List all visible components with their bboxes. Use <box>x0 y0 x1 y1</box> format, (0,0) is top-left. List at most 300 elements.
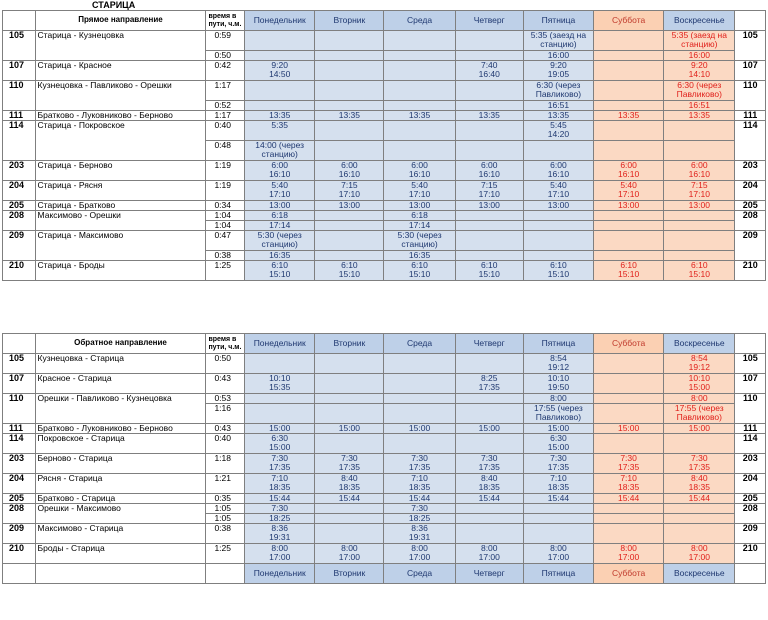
header-blank <box>3 334 36 354</box>
departure-time: 8:54 19:12 <box>664 354 735 374</box>
travel-time: 1:05 <box>206 504 245 514</box>
departure-time: 8:00 17:00 <box>594 544 664 564</box>
departure-time: 7:15 17:10 <box>664 181 735 201</box>
departure-time: 8:00 17:00 <box>315 544 384 564</box>
route-name: Братково - Луковниково - Берново <box>35 424 206 434</box>
header-blank <box>3 564 36 584</box>
direction-heading <box>35 564 206 584</box>
departure-time <box>664 434 735 454</box>
departure-time <box>455 354 523 374</box>
departure-time <box>315 81 384 101</box>
departure-time: 15:44 <box>315 494 384 504</box>
travel-time: 1:05 <box>206 514 245 524</box>
departure-time <box>455 251 523 261</box>
route-name: Максимово - Старица <box>35 524 206 544</box>
travel-time: 1:25 <box>206 261 245 281</box>
departure-time <box>594 31 664 51</box>
departure-time <box>594 434 664 454</box>
departure-time: 7:30 17:35 <box>594 454 664 474</box>
departure-time: 13:00 <box>315 201 384 211</box>
departure-time: 10:10 19:50 <box>523 374 593 394</box>
departure-time: 7:30 17:35 <box>455 454 523 474</box>
route-209-row <box>3 524 766 544</box>
route-name: Старица - Покровское <box>35 121 206 161</box>
route-number: 107 <box>3 61 36 81</box>
route-name: Берново - Старица <box>35 454 206 474</box>
route-number: 110 <box>3 81 36 111</box>
departure-time: 6:10 15:10 <box>384 261 455 281</box>
departure-time <box>455 81 523 101</box>
route-number-right: 210 <box>735 261 766 281</box>
departure-time <box>245 101 315 111</box>
departure-time: 8:00 17:00 <box>664 544 735 564</box>
departure-time <box>455 524 523 544</box>
route-number-right: 105 <box>735 354 766 374</box>
day-header-4: Четверг <box>455 564 523 584</box>
departure-time <box>664 231 735 251</box>
departure-time: 8:00 17:00 <box>455 544 523 564</box>
departure-time: 6:18 <box>245 211 315 221</box>
departure-time: 6:00 16:10 <box>594 161 664 181</box>
departure-time: 16:35 <box>384 251 455 261</box>
departure-time: 13:35 <box>594 111 664 121</box>
departure-time: 5:45 14:20 <box>523 121 593 141</box>
departure-time <box>315 504 384 514</box>
departure-time <box>384 404 455 424</box>
departure-time: 10:10 15:00 <box>664 374 735 394</box>
departure-time <box>315 121 384 141</box>
departure-time: 16:51 <box>523 101 593 111</box>
departure-time: 6:00 16:10 <box>523 161 593 181</box>
departure-time <box>594 404 664 424</box>
route-name: Братково - Луковниково - Берново <box>35 111 206 121</box>
route-name: Покровское - Старица <box>35 434 206 454</box>
departure-time: 6:10 15:10 <box>455 261 523 281</box>
route-name: Кузнецовка - Павликово - Орешки <box>35 81 206 111</box>
travel-time: 0:38 <box>206 251 245 261</box>
departure-time <box>455 404 523 424</box>
departure-time <box>384 121 455 141</box>
departure-time: 6:00 16:10 <box>315 161 384 181</box>
departure-time: 15:44 <box>594 494 664 504</box>
route-number-right: 107 <box>735 61 766 81</box>
departure-time <box>315 354 384 374</box>
route-105-row <box>3 31 766 51</box>
time-header <box>206 564 245 584</box>
departure-time: 18:25 <box>245 514 315 524</box>
route-number: 209 <box>3 231 36 261</box>
departure-time: 7:30 17:35 <box>245 454 315 474</box>
travel-time: 0:59 <box>206 31 245 51</box>
route-number: 114 <box>3 434 36 454</box>
departure-time: 6:10 15:10 <box>664 261 735 281</box>
departure-time <box>455 141 523 161</box>
route-number: 107 <box>3 374 36 394</box>
departure-time <box>594 354 664 374</box>
departure-time <box>384 394 455 404</box>
route-205-row <box>3 201 766 211</box>
travel-time: 1:19 <box>206 161 245 181</box>
departure-time: 5:40 17:10 <box>384 181 455 201</box>
departure-time <box>315 141 384 161</box>
departure-time <box>315 251 384 261</box>
route-203-row <box>3 161 766 181</box>
departure-time: 8:36 19:31 <box>245 524 315 544</box>
route-107-row <box>3 374 766 394</box>
departure-time <box>664 141 735 161</box>
route-number: 110 <box>3 394 36 424</box>
departure-time: 5:40 17:10 <box>523 181 593 201</box>
route-name: Старица - Берново <box>35 161 206 181</box>
route-105-row <box>3 354 766 374</box>
route-number-right: 111 <box>735 424 766 434</box>
day-header-7: Воскресенье <box>664 564 735 584</box>
departure-time: 13:00 <box>594 201 664 211</box>
route-number: 111 <box>3 424 36 434</box>
route-number-right: 203 <box>735 161 766 181</box>
day-header-6: Суббота <box>594 11 664 31</box>
route-204-row <box>3 181 766 201</box>
route-number: 205 <box>3 494 36 504</box>
departure-time <box>455 514 523 524</box>
departure-time <box>594 394 664 404</box>
route-209-row <box>3 231 766 251</box>
route-name: Рясня - Старица <box>35 474 206 494</box>
route-110-row <box>3 394 766 404</box>
departure-time <box>315 231 384 251</box>
travel-time: 0:34 <box>206 201 245 211</box>
departure-time: 15:00 <box>523 424 593 434</box>
departure-time: 15:44 <box>384 494 455 504</box>
route-111-row <box>3 424 766 434</box>
departure-time: 16:51 <box>664 101 735 111</box>
route-number-right: 114 <box>735 121 766 161</box>
departure-time <box>384 81 455 101</box>
departure-time: 6:10 15:10 <box>523 261 593 281</box>
departure-time: 13:35 <box>664 111 735 121</box>
departure-time <box>245 394 315 404</box>
departure-time <box>384 51 455 61</box>
departure-time <box>523 221 593 231</box>
route-208-row <box>3 211 766 221</box>
departure-time: 15:00 <box>384 424 455 434</box>
departure-time: 15:44 <box>245 494 315 504</box>
departure-time: 18:25 <box>384 514 455 524</box>
departure-time: 6:30 (через Павликово) <box>664 81 735 101</box>
departure-time <box>594 141 664 161</box>
departure-time <box>315 434 384 454</box>
departure-time: 5:35 (заезд на станцию) <box>523 31 593 51</box>
departure-time: 6:00 16:10 <box>384 161 455 181</box>
departure-time: 8:00 <box>523 394 593 404</box>
departure-time <box>315 514 384 524</box>
travel-time: 0:40 <box>206 434 245 454</box>
route-name: Старица - Братково <box>35 201 206 211</box>
route-number: 114 <box>3 121 36 161</box>
departure-time <box>664 251 735 261</box>
day-header-2: Вторник <box>315 334 384 354</box>
departure-time: 7:30 17:35 <box>523 454 593 474</box>
departure-time: 10:10 15:35 <box>245 374 315 394</box>
departure-time: 15:44 <box>523 494 593 504</box>
departure-time: 7:15 17:10 <box>455 181 523 201</box>
route-number: 203 <box>3 454 36 474</box>
departure-time: 15:44 <box>664 494 735 504</box>
departure-time <box>455 504 523 514</box>
route-name: Орешки - Павликово - Кузнецовка <box>35 394 206 424</box>
travel-time: 0:48 <box>206 141 245 161</box>
route-number-right: 204 <box>735 181 766 201</box>
departure-time: 14:00 (через станцию) <box>245 141 315 161</box>
day-header-2: Вторник <box>315 564 384 584</box>
departure-time: 5:30 (через станцию) <box>245 231 315 251</box>
day-header-7: Воскресенье <box>664 334 735 354</box>
departure-time <box>245 81 315 101</box>
departure-time: 15:44 <box>455 494 523 504</box>
departure-time <box>523 514 593 524</box>
departure-time: 15:00 <box>315 424 384 434</box>
departure-time: 8:00 17:00 <box>523 544 593 564</box>
route-number: 111 <box>3 111 36 121</box>
departure-time <box>594 211 664 221</box>
route-number-right: 114 <box>735 434 766 454</box>
departure-time <box>245 404 315 424</box>
departure-time <box>664 221 735 231</box>
departure-time: 15:00 <box>245 424 315 434</box>
day-header-3: Среда <box>384 564 455 584</box>
direction-heading: Обратное направление <box>35 334 206 354</box>
route-number-right: 205 <box>735 494 766 504</box>
route-114-row <box>3 121 766 141</box>
departure-time: 6:00 16:10 <box>664 161 735 181</box>
day-header-2: Вторник <box>315 11 384 31</box>
departure-time <box>594 524 664 544</box>
day-header-5: Пятница <box>523 564 593 584</box>
backward-schedule-table <box>2 333 766 584</box>
route-number-right: 110 <box>735 394 766 424</box>
departure-time <box>455 231 523 251</box>
departure-time <box>664 211 735 221</box>
departure-time: 17:55 (через Павликово) <box>664 404 735 424</box>
departure-time: 13:35 <box>245 111 315 121</box>
departure-time: 5:35 (заезд на станцию) <box>664 31 735 51</box>
route-number-right: 107 <box>735 374 766 394</box>
departure-time <box>384 141 455 161</box>
time-header: время в пути, ч.м. <box>206 334 245 354</box>
route-number-right: 111 <box>735 111 766 121</box>
header-blank-right <box>735 11 766 31</box>
departure-time <box>594 121 664 141</box>
route-210-row <box>3 261 766 281</box>
departure-time <box>594 221 664 231</box>
travel-time: 1:18 <box>206 454 245 474</box>
departure-time: 6:00 16:10 <box>455 161 523 181</box>
travel-time: 0:53 <box>206 394 245 404</box>
departure-time: 6:30 15:00 <box>523 434 593 454</box>
day-header-4: Четверг <box>455 11 523 31</box>
route-number: 208 <box>3 211 36 231</box>
departure-time: 7:30 17:35 <box>384 454 455 474</box>
route-name: Максимово - Орешки <box>35 211 206 231</box>
route-name: Броды - Старица <box>35 544 206 564</box>
departure-time: 16:00 <box>664 51 735 61</box>
route-name: Старица - Максимово <box>35 231 206 261</box>
departure-time <box>594 251 664 261</box>
departure-time: 13:35 <box>384 111 455 121</box>
route-number: 209 <box>3 524 36 544</box>
travel-time: 1:16 <box>206 404 245 424</box>
day-header-3: Среда <box>384 334 455 354</box>
departure-time <box>315 404 384 424</box>
travel-time: 0:38 <box>206 524 245 544</box>
route-name: Красное - Старица <box>35 374 206 394</box>
header-blank <box>3 11 36 31</box>
departure-time <box>523 251 593 261</box>
departure-time: 17:14 <box>384 221 455 231</box>
departure-time <box>315 61 384 81</box>
departure-time: 15:00 <box>455 424 523 434</box>
departure-time <box>245 51 315 61</box>
departure-time <box>455 121 523 141</box>
departure-time: 7:40 16:40 <box>455 61 523 81</box>
travel-time: 0:42 <box>206 61 245 81</box>
route-name: Старица - Кузнецовка <box>35 31 206 61</box>
route-name: Братково - Старица <box>35 494 206 504</box>
departure-time <box>594 514 664 524</box>
departure-time: 7:30 17:35 <box>315 454 384 474</box>
departure-time: 9:20 14:50 <box>245 61 315 81</box>
departure-time: 8:00 17:00 <box>245 544 315 564</box>
route-number: 205 <box>3 201 36 211</box>
departure-time <box>245 354 315 374</box>
travel-time: 1:04 <box>206 221 245 231</box>
departure-time <box>664 524 735 544</box>
route-number-right: 205 <box>735 201 766 211</box>
departure-time: 7:10 18:35 <box>245 474 315 494</box>
departure-time <box>523 231 593 251</box>
travel-time: 1:25 <box>206 544 245 564</box>
route-name: Старица - Красное <box>35 61 206 81</box>
departure-time <box>315 51 384 61</box>
day-header-6: Суббота <box>594 334 664 354</box>
travel-time: 1:04 <box>206 211 245 221</box>
route-number: 210 <box>3 261 36 281</box>
departure-time: 13:00 <box>384 201 455 211</box>
travel-time: 0:50 <box>206 51 245 61</box>
departure-time <box>594 61 664 81</box>
travel-time: 0:43 <box>206 424 245 434</box>
departure-time: 13:00 <box>523 201 593 211</box>
departure-time <box>455 31 523 51</box>
departure-time: 8:54 19:12 <box>523 354 593 374</box>
departure-time: 13:35 <box>315 111 384 121</box>
route-name: Старица - Броды <box>35 261 206 281</box>
departure-time: 7:30 <box>245 504 315 514</box>
departure-time: 7:10 18:35 <box>594 474 664 494</box>
route-name: Старица - Рясня <box>35 181 206 201</box>
page-title: СТАРИЦА <box>92 0 136 10</box>
departure-time <box>384 101 455 111</box>
departure-time <box>315 524 384 544</box>
direction-heading: Прямое направление <box>35 11 206 31</box>
departure-time: 5:30 (через станцию) <box>384 231 455 251</box>
departure-time <box>315 101 384 111</box>
departure-time: 6:18 <box>384 211 455 221</box>
departure-time <box>455 51 523 61</box>
route-number-right: 208 <box>735 211 766 231</box>
route-107-row <box>3 61 766 81</box>
departure-time: 5:35 <box>245 121 315 141</box>
departure-time <box>384 61 455 81</box>
departure-time: 7:30 17:35 <box>664 454 735 474</box>
departure-time: 8:40 18:35 <box>315 474 384 494</box>
departure-time: 13:35 <box>523 111 593 121</box>
departure-time <box>315 31 384 51</box>
departure-time <box>594 504 664 514</box>
day-header-1: Понедельник <box>245 564 315 584</box>
departure-time <box>455 101 523 111</box>
travel-time: 0:50 <box>206 354 245 374</box>
route-number-right: 209 <box>735 231 766 261</box>
departure-time: 6:10 15:10 <box>315 261 384 281</box>
travel-time: 1:17 <box>206 81 245 101</box>
departure-time <box>384 354 455 374</box>
departure-time: 6:30 (через Павликово) <box>523 81 593 101</box>
day-header-5: Пятница <box>523 334 593 354</box>
departure-time: 7:30 <box>384 504 455 514</box>
travel-time: 0:35 <box>206 494 245 504</box>
travel-time: 1:21 <box>206 474 245 494</box>
departure-time: 15:00 <box>594 424 664 434</box>
departure-time <box>455 221 523 231</box>
day-header-1: Понедельник <box>245 11 315 31</box>
travel-time: 1:19 <box>206 181 245 201</box>
departure-time: 5:40 17:10 <box>245 181 315 201</box>
departure-time <box>455 211 523 221</box>
route-111-row <box>3 111 766 121</box>
departure-time: 8:40 18:35 <box>664 474 735 494</box>
day-header-6: Суббота <box>594 564 664 584</box>
departure-time: 6:00 16:10 <box>245 161 315 181</box>
route-name: Кузнецовка - Старица <box>35 354 206 374</box>
route-203-row <box>3 454 766 474</box>
day-header-5: Пятница <box>523 11 593 31</box>
departure-time: 13:00 <box>455 201 523 211</box>
route-number-right: 203 <box>735 454 766 474</box>
day-header-4: Четверг <box>455 334 523 354</box>
route-number: 105 <box>3 354 36 374</box>
route-number-right: 204 <box>735 474 766 494</box>
departure-time <box>594 374 664 394</box>
route-114-row <box>3 434 766 454</box>
route-204-row <box>3 474 766 494</box>
departure-time: 6:10 15:10 <box>245 261 315 281</box>
route-number-right: 110 <box>735 81 766 111</box>
departure-time <box>384 434 455 454</box>
departure-time: 8:36 19:31 <box>384 524 455 544</box>
route-210-row <box>3 544 766 564</box>
day-header-7: Воскресенье <box>664 11 735 31</box>
route-number: 210 <box>3 544 36 564</box>
departure-time: 8:40 18:35 <box>455 474 523 494</box>
departure-time: 7:10 18:35 <box>523 474 593 494</box>
route-110-row <box>3 81 766 101</box>
departure-time <box>523 504 593 514</box>
route-number: 208 <box>3 504 36 524</box>
travel-time: 0:52 <box>206 101 245 111</box>
day-header-3: Среда <box>384 11 455 31</box>
travel-time: 0:40 <box>206 121 245 141</box>
